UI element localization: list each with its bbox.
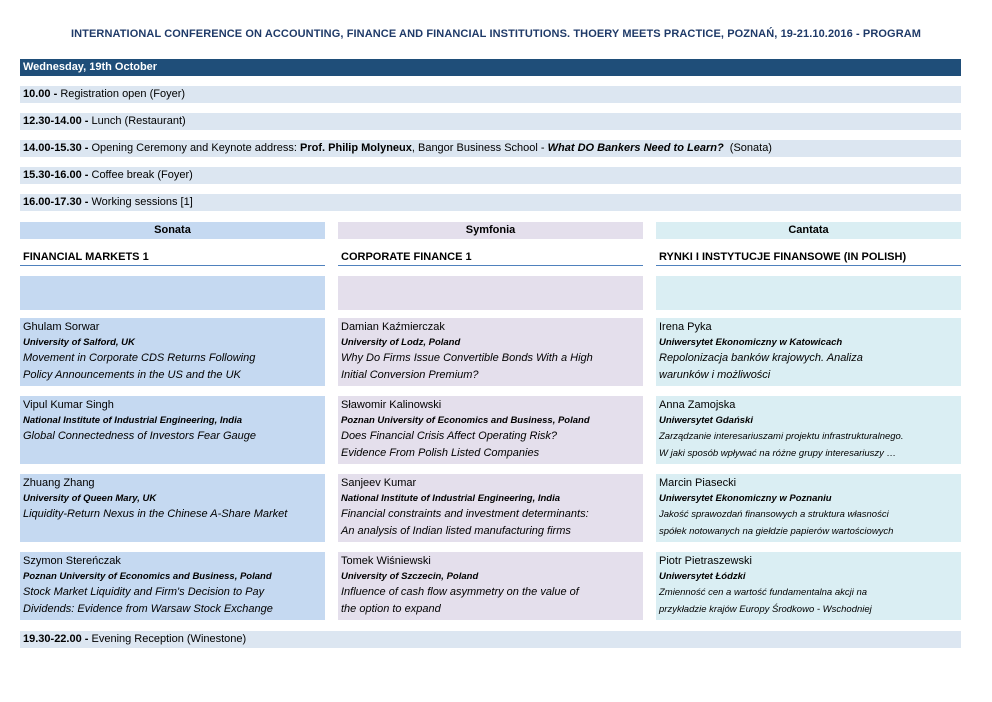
talk-title: Financial constraints and investment determinants: bbox=[341, 508, 589, 520]
schedule-time: 19.30-22.00 - bbox=[23, 633, 92, 645]
talk-author: Marcin Piasecki bbox=[659, 477, 737, 489]
talk-title: Influence of cash flow asymmetry on the value of bbox=[341, 586, 579, 598]
talk-author: Vipul Kumar Singh bbox=[23, 399, 114, 411]
schedule-time: 12.30-14.00 - bbox=[23, 115, 92, 127]
room-header-sonata: Sonata bbox=[20, 222, 325, 239]
talk-affiliation: Uniwersytet Gdański bbox=[659, 415, 753, 426]
keynote-affiliation: , Bangor Business School - bbox=[411, 142, 548, 154]
talk-title: Movement in Corporate CDS Returns Following bbox=[23, 352, 256, 364]
talk-title: Policy Announcements in the US and the UK bbox=[23, 369, 241, 381]
talk-author: Anna Zamojska bbox=[659, 399, 736, 411]
talk-author: Zhuang Zhang bbox=[23, 477, 95, 489]
schedule-row-registration bbox=[20, 86, 961, 103]
talk-title: W jaki sposób wpływać na różne grupy interesariuszy … bbox=[659, 448, 897, 459]
schedule-time: 15.30-16.00 - bbox=[23, 169, 92, 181]
room-header-cantata: Cantata bbox=[656, 222, 961, 239]
schedule-time: 10.00 - bbox=[23, 88, 61, 100]
schedule-row-evening bbox=[20, 631, 961, 648]
talk-affiliation: Uniwersytet Ekonomiczny w Poznaniu bbox=[659, 493, 832, 504]
session-chair-cell bbox=[656, 276, 961, 310]
schedule-row-lunch bbox=[20, 113, 961, 130]
schedule-text: Evening Reception (Winestone) bbox=[91, 633, 247, 645]
talk-title: Jakość sprawozdań finansowych a struktura własności bbox=[659, 509, 889, 520]
talk-author: Sanjeev Kumar bbox=[341, 477, 417, 489]
track-title-symfonia: CORPORATE FINANCE 1 bbox=[338, 249, 643, 266]
talk-affiliation: National Institute of Industrial Engineering, India bbox=[23, 415, 243, 426]
talk-title: the option to expand bbox=[341, 603, 441, 615]
session-chair-cell bbox=[20, 276, 325, 310]
talk-affiliation: Poznan University of Economics and Business, Poland bbox=[341, 415, 590, 426]
talk-author: Szymon Stereńczak bbox=[23, 555, 121, 567]
talk-card bbox=[338, 474, 643, 542]
schedule-text: Coffee break (Foyer) bbox=[91, 169, 193, 181]
talk-title: Zarządzanie interesariuszami projektu infrastrukturalnego. bbox=[659, 431, 904, 442]
room-header-symfonia: Symfonia bbox=[338, 222, 643, 239]
talk-affiliation: National Institute of Industrial Engineering, India bbox=[341, 493, 561, 504]
talk-affiliation: University of Lodz, Poland bbox=[341, 337, 461, 348]
talk-affiliation: University of Szczecin, Poland bbox=[341, 571, 479, 582]
track-title-sonata: FINANCIAL MARKETS 1 bbox=[20, 249, 325, 266]
track-title-cantata: RYNKI I INSTYTUCJE FINANSOWE (IN POLISH) bbox=[656, 249, 961, 266]
talk-title: warunków i możliwości bbox=[659, 369, 771, 381]
schedule-text: Lunch (Restaurant) bbox=[91, 115, 186, 127]
talk-title: Stock Market Liquidity and Firm's Decision to Pay bbox=[23, 586, 265, 598]
schedule-text: Registration open (Foyer) bbox=[60, 88, 186, 100]
talk-card bbox=[338, 552, 643, 620]
talk-title: przykładzie krajów Europy Środkowo - Wschodniej bbox=[659, 604, 872, 615]
talk-title: Repolonizacja banków krajowych. Analiza bbox=[659, 352, 863, 364]
talk-card bbox=[20, 396, 325, 464]
schedule-row-sessions bbox=[20, 194, 961, 211]
talk-author: Piotr Pietraszewski bbox=[659, 555, 752, 567]
schedule-text: Opening Ceremony and Keynote address: bbox=[91, 142, 301, 154]
schedule-row-coffee bbox=[20, 167, 961, 184]
talk-card bbox=[20, 474, 325, 542]
talk-title: An analysis of Indian listed manufacturing firms bbox=[341, 525, 571, 537]
talk-card bbox=[20, 318, 325, 386]
schedule-text: Working sessions [1] bbox=[91, 196, 193, 208]
talk-card bbox=[656, 396, 961, 464]
talk-title: Evidence From Polish Listed Companies bbox=[341, 447, 540, 459]
talk-card bbox=[338, 318, 643, 386]
day-header: Wednesday, 19th October bbox=[20, 59, 961, 76]
talk-title: Initial Conversion Premium? bbox=[341, 369, 479, 381]
talk-card bbox=[656, 474, 961, 542]
keynote-talk-title: What DO Bankers Need to Learn? bbox=[547, 142, 724, 154]
talk-affiliation: University of Queen Mary, UK bbox=[23, 493, 157, 504]
talk-affiliation: Uniwersytet Ekonomiczny w Katowicach bbox=[659, 337, 843, 348]
talk-affiliation: University of Salford, UK bbox=[23, 337, 135, 348]
talk-title: Dividends: Evidence from Warsaw Stock Exchange bbox=[23, 603, 273, 615]
keynote-speaker: Prof. Philip Molyneux bbox=[300, 142, 412, 154]
talk-author: Sławomir Kalinowski bbox=[341, 399, 442, 411]
talk-card bbox=[656, 552, 961, 620]
talk-title: Zmienność cen a wartość fundamentalna akcji na bbox=[659, 587, 868, 598]
talk-author: Ghulam Sorwar bbox=[23, 321, 100, 333]
keynote-room: (Sonata) bbox=[723, 142, 772, 154]
talk-title: Why Do Firms Issue Convertible Bonds With a High bbox=[341, 352, 593, 364]
page-title: INTERNATIONAL CONFERENCE ON ACCOUNTING, FINANCE AND FINANCIAL INSTITUTIONS. THOERY MEETS PRACTICE, POZNAŃ, 19-21.10.2016 - PROGRAM bbox=[70, 28, 922, 40]
talk-author: Damian Kaźmierczak bbox=[341, 321, 445, 333]
talk-card bbox=[656, 318, 961, 386]
talk-title: Global Connectedness of Investors Fear Gauge bbox=[23, 430, 256, 442]
talk-author: Irena Pyka bbox=[659, 321, 712, 333]
talk-title: Does Financial Crisis Affect Operating Risk? bbox=[341, 430, 558, 442]
talk-affiliation: Poznan University of Economics and Business, Poland bbox=[23, 571, 272, 582]
schedule-time: 14.00-15.30 - bbox=[23, 142, 92, 154]
schedule-time: 16.00-17.30 - bbox=[23, 196, 92, 208]
talk-card bbox=[338, 396, 643, 464]
talk-affiliation: Uniwersytet Łódzki bbox=[659, 571, 746, 582]
schedule-row-keynote bbox=[20, 140, 961, 157]
talk-title: spółek notowanych na giełdzie papierów wartościowych bbox=[659, 526, 894, 537]
talk-card bbox=[20, 552, 325, 620]
talk-author: Tomek Wiśniewski bbox=[341, 555, 431, 567]
talk-title: Liquidity-Return Nexus in the Chinese A-Share Market bbox=[23, 508, 288, 520]
session-chair-cell bbox=[338, 276, 643, 310]
